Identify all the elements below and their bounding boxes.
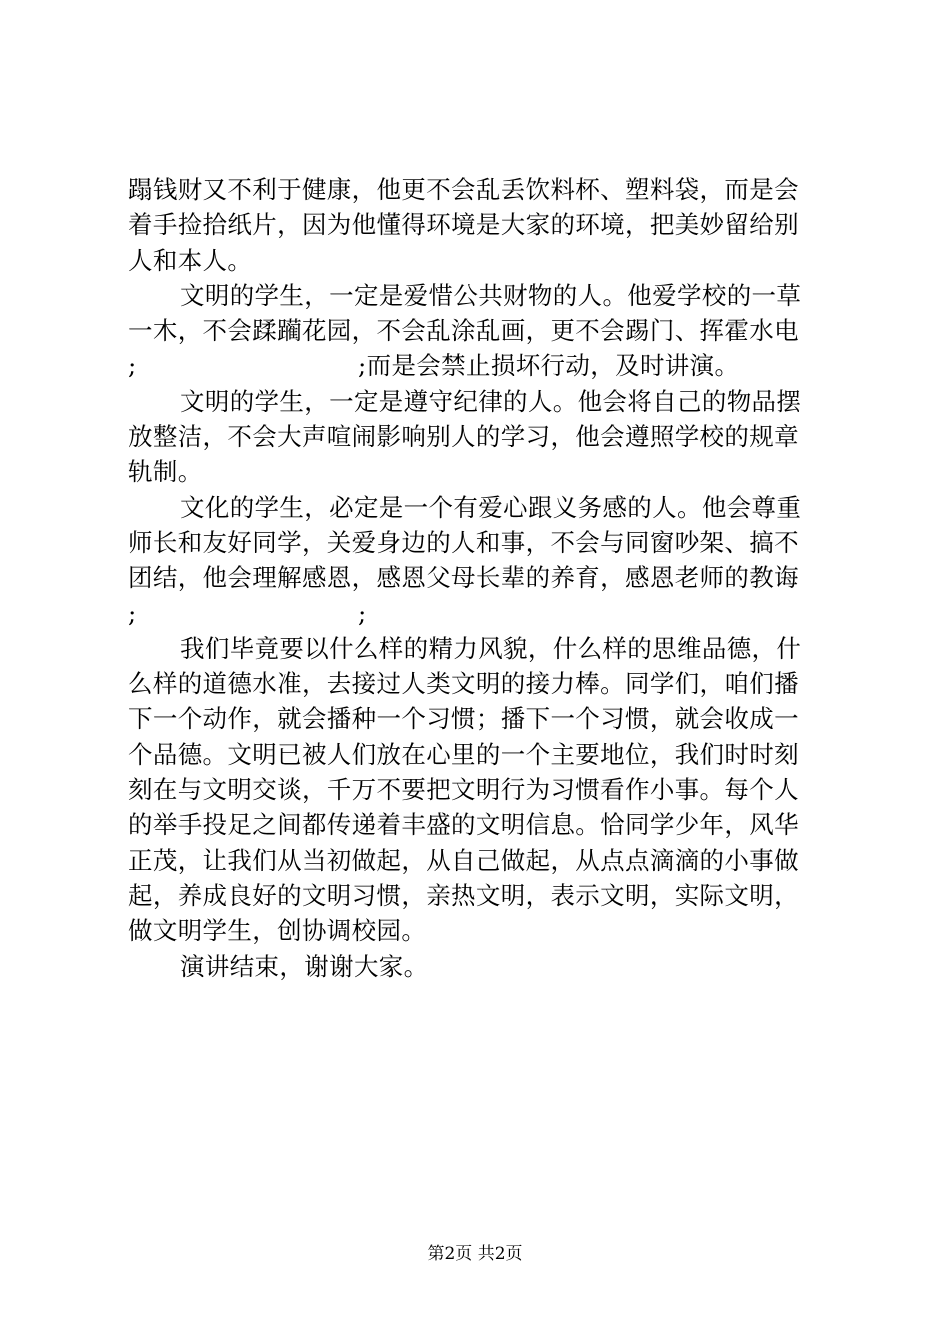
document-body xyxy=(128,172,833,984)
semicolon-text: ; xyxy=(358,598,367,628)
paragraph-start-line: 我们毕竟要以什么样的精力风貌，什么样的思维品德，什 xyxy=(180,633,802,663)
text-line: 么样的道德水准，去接过人类文明的接力棒。同学们，咱们播 xyxy=(128,669,799,699)
page-footer xyxy=(0,1243,950,1265)
text-line: 团结，他会理解感恩，感恩父母长辈的养育，感恩老师的教诲 xyxy=(128,563,799,593)
text-line: 一木，不会蹂躏花园，不会乱涂乱画，更不会踢门、挥霍水电 xyxy=(128,316,799,346)
text-fragment: ;而是会禁止损坏行动，及时讲演。 xyxy=(358,351,740,381)
text-line: 人和本人。 xyxy=(128,245,253,275)
semicolon-text: ; xyxy=(128,351,137,381)
text-line: 正茂，让我们从当初做起，从自己做起，从点点滴滴的小事做 xyxy=(128,845,799,875)
text-line: 起，养成良好的文明习惯，亲热文明，表示文明，实际文明， xyxy=(128,880,799,910)
page-number-label: 第2页 共2页 xyxy=(427,1244,523,1264)
text-line: 做文明学生，创协调校园。 xyxy=(128,916,427,946)
text-line: 下一个动作，就会播种一个习惯；播下一个习惯，就会收成一 xyxy=(128,704,799,734)
text-line: 的举手投足之间都传递着丰盛的文明信息。恰同学少年，风华 xyxy=(128,810,799,840)
paragraph-start-line: 文化的学生，必定是一个有爱心跟义务感的人。他会尊重 xyxy=(180,492,802,522)
text-line xyxy=(128,348,833,383)
text-line: 师长和友好同学，关爱身边的人和事，不会与同窗吵架、搞不 xyxy=(128,527,799,557)
text-line: 个品德。文明已被人们放在心里的一个主要地位，我们时时刻 xyxy=(128,739,799,769)
semicolon-text: ; xyxy=(128,598,137,628)
text-line xyxy=(128,596,833,631)
text-line: 蹋钱财又不利于健康，他更不会乱丢饮料杯、塑料袋，而是会 xyxy=(128,175,799,204)
closing-line: 演讲结束，谢谢大家。 xyxy=(180,951,429,981)
text-line: 轨制。 xyxy=(128,457,203,487)
text-line: 刻在与文明交谈，千万不要把文明行为习惯看作小事。每个人 xyxy=(128,775,799,805)
paragraph-start-line: 文明的学生，一定是爱惜公共财物的人。他爱学校的一草 xyxy=(180,280,802,310)
text-line: 放整洁，不会大声喧闹影响别人的学习，他会遵照学校的规章 xyxy=(128,422,799,452)
text-line: 着手捡拾纸片，因为他懂得环境是大家的环境，把美妙留给别 xyxy=(128,210,799,240)
paragraph-start-line: 文明的学生，一定是遵守纪律的人。他会将自己的物品摆 xyxy=(180,386,802,416)
